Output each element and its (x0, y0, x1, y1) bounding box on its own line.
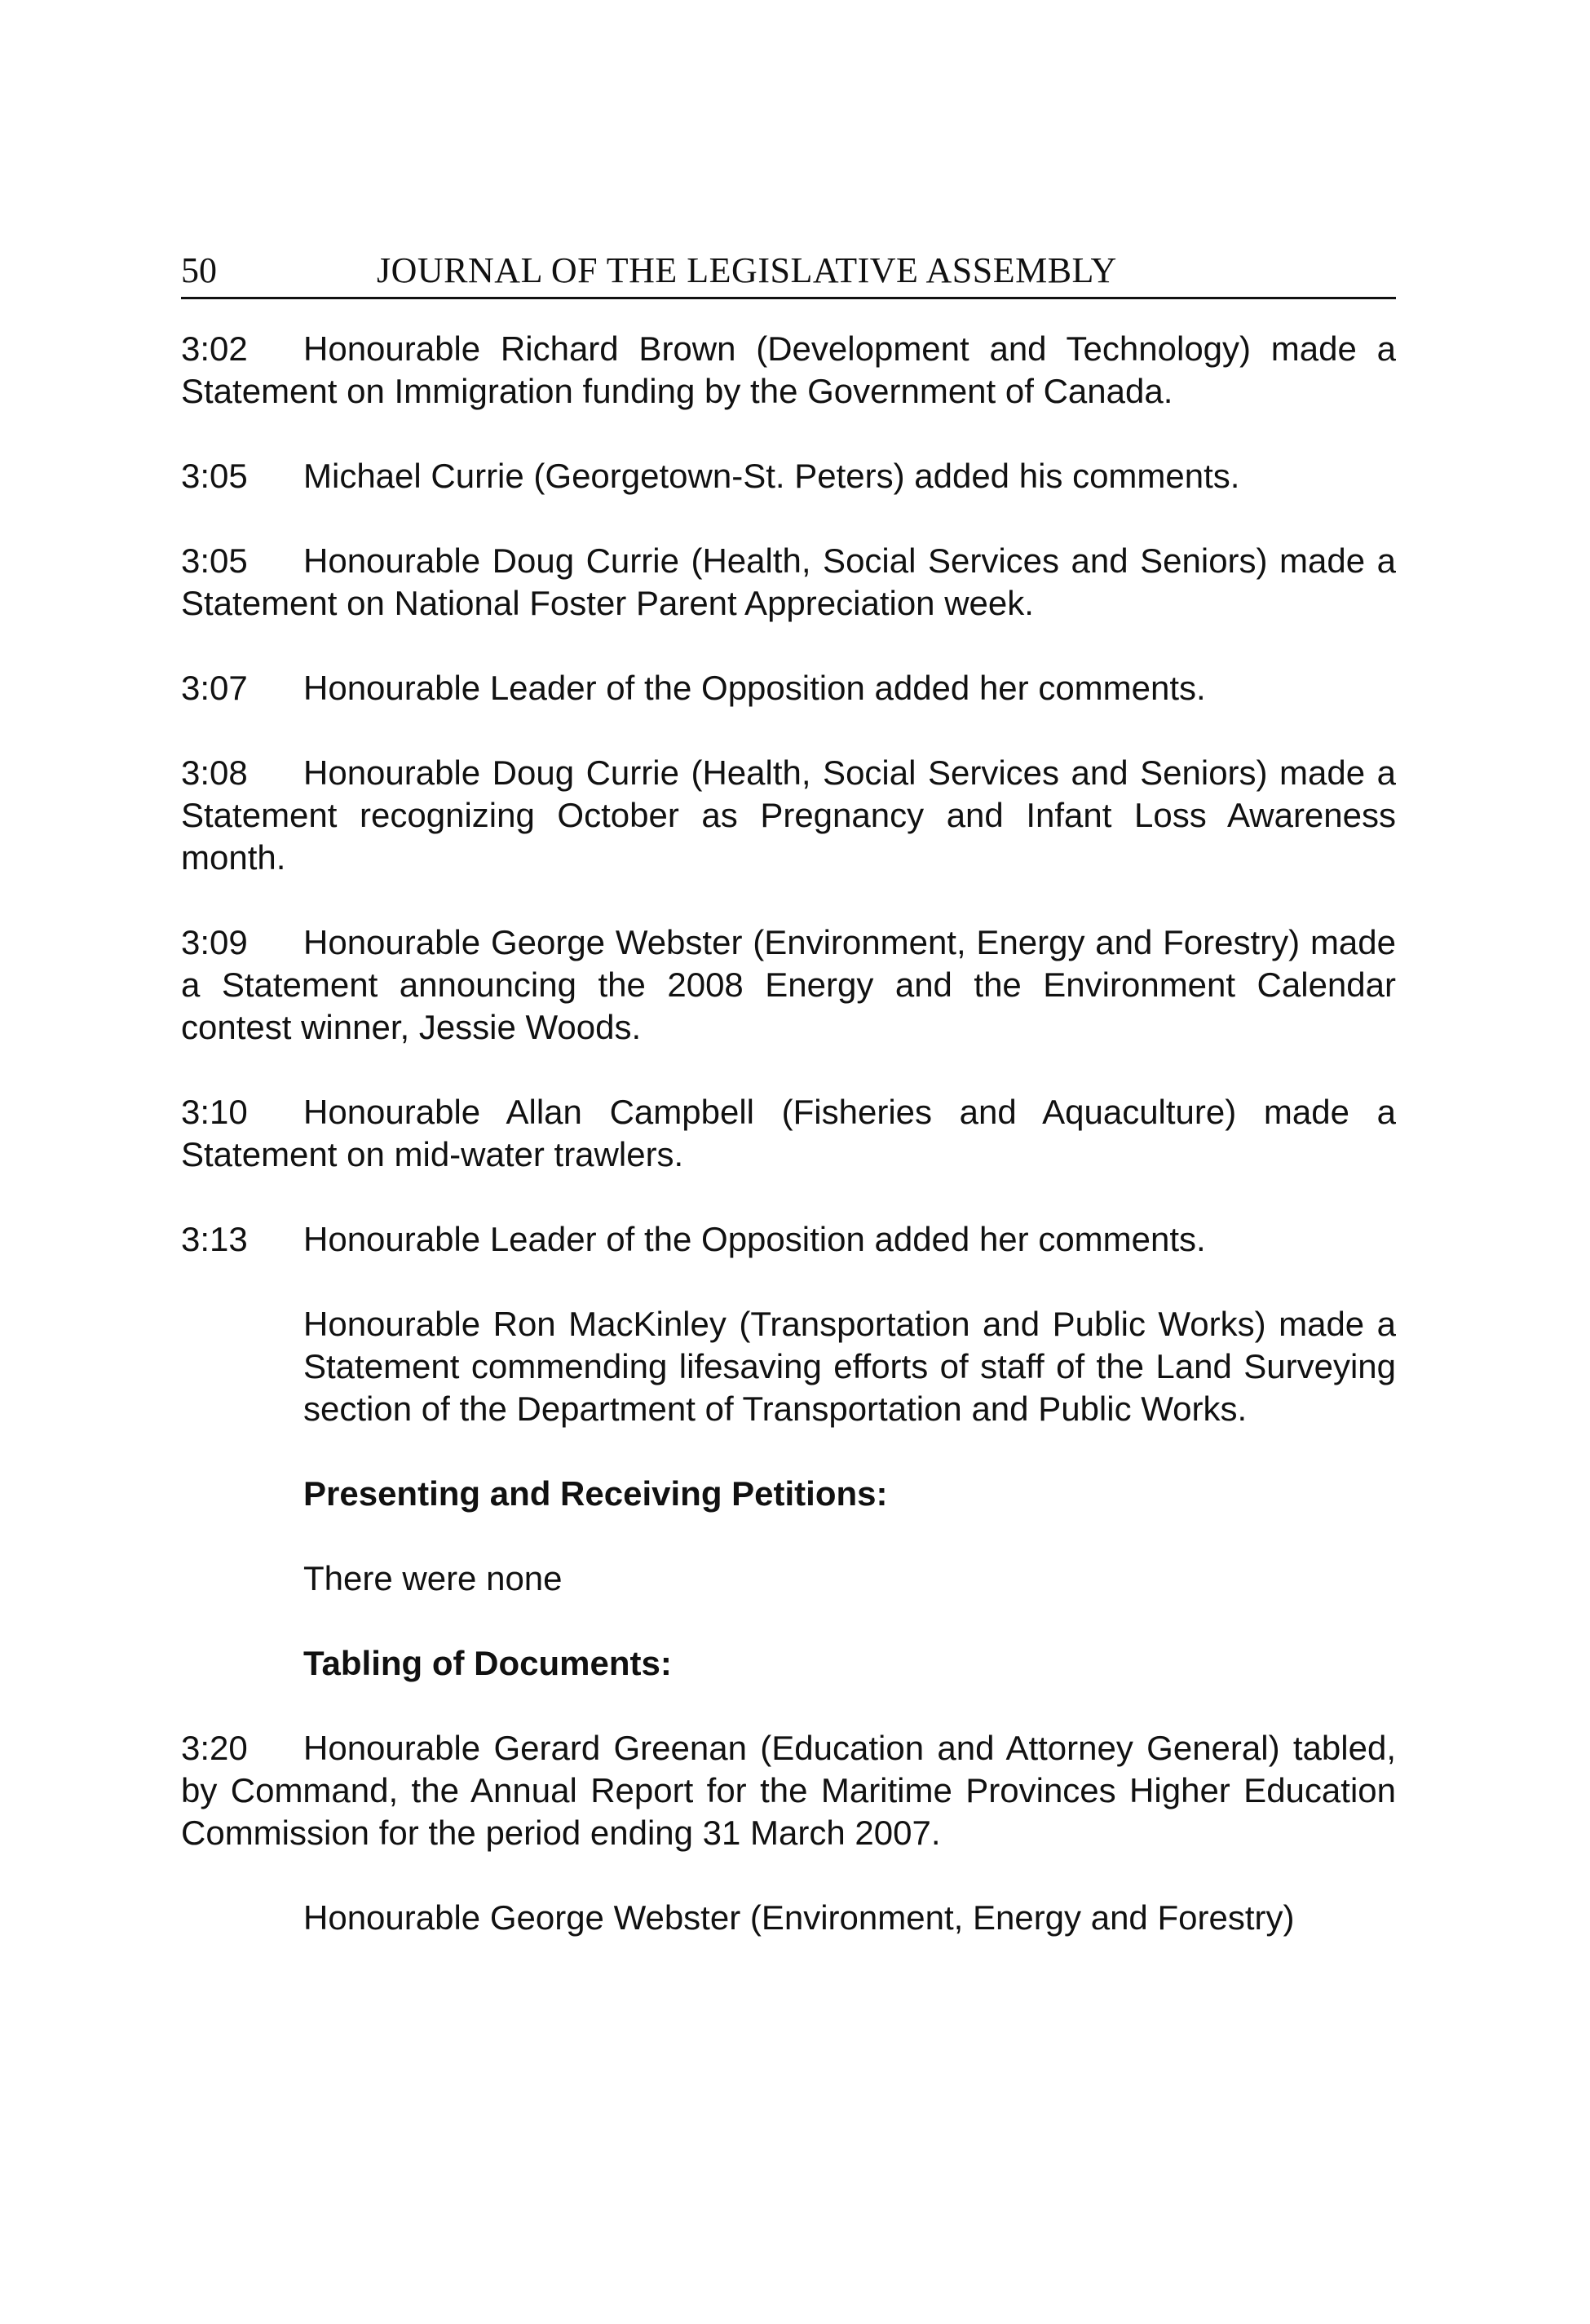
petitions-note: There were none (303, 1559, 563, 1597)
section-heading-tabling: Tabling of Documents: (303, 1644, 672, 1682)
journal-title: JOURNAL OF THE LEGISLATIVE ASSEMBLY (377, 250, 1117, 290)
entry-time: 3:05 (181, 541, 248, 580)
entry-time: 3:20 (181, 1729, 248, 1767)
entry-time: 3:09 (181, 923, 248, 961)
journal-entry (181, 667, 1396, 709)
entry-time: 3:07 (181, 669, 248, 707)
entry-text: Honourable Leader of the Opposition added her comments. (303, 669, 1206, 707)
entry-text: Honourable Gerard Greenan (Education and Attorney General) tabled, by Command, the Annual Report for the Maritime Provinces Higher Education Commission for the period ending 31 March 2007. (181, 1729, 1396, 1852)
running-header (181, 245, 1396, 299)
journal-entry (181, 752, 1396, 879)
entry-time: 3:02 (181, 329, 248, 368)
journal-entry (181, 455, 1396, 497)
entry-text: Honourable Richard Brown (Development and Technology) made a Statement on Immigration funding by the Government of Canada. (181, 329, 1396, 410)
journal-entry (181, 1091, 1396, 1176)
entry-time: 3:10 (181, 1093, 248, 1131)
entry-time: 3:05 (181, 457, 248, 495)
journal-entry (181, 1897, 1396, 1939)
entry-text: Honourable Doug Currie (Health, Social Services and Seniors) made a Statement on National Foster Parent Appreciation week. (181, 541, 1396, 622)
entry-time: 3:13 (181, 1220, 248, 1258)
journal-body (181, 328, 1396, 1982)
section-heading-petitions: Presenting and Receiving Petitions: (303, 1474, 888, 1513)
journal-entry (181, 1727, 1396, 1854)
entry-text: Honourable Ron MacKinley (Transportation and Public Works) made a Statement commending lifesaving efforts of staff of the Land Surveying section of the Department of Transportation and Public Works. (303, 1305, 1396, 1428)
entry-text: Honourable George Webster (Environment, Energy and Forestry) (303, 1898, 1295, 1937)
journal-entry (181, 1303, 1396, 1430)
entry-text: Honourable Leader of the Opposition added her comments. (303, 1220, 1206, 1258)
journal-entry (181, 1218, 1396, 1261)
page-number: 50 (181, 250, 217, 290)
journal-entry (181, 540, 1396, 625)
entry-text: Honourable Allan Campbell (Fisheries and Aquaculture) made a Statement on mid-water trawlers. (181, 1093, 1396, 1173)
journal-entry (181, 921, 1396, 1049)
entry-text: Honourable George Webster (Environment, Energy and Forestry) made a Statement announcing the 2008 Energy and the Environment Calendar contest winner, Jessie Woods. (181, 923, 1396, 1046)
entry-text: Michael Currie (Georgetown-St. Peters) added his comments. (303, 457, 1240, 495)
journal-entry (181, 328, 1396, 413)
entry-text: Honourable Doug Currie (Health, Social Services and Seniors) made a Statement recognizing October as Pregnancy and Infant Loss Awareness month. (181, 753, 1396, 877)
entry-time: 3:08 (181, 753, 248, 792)
